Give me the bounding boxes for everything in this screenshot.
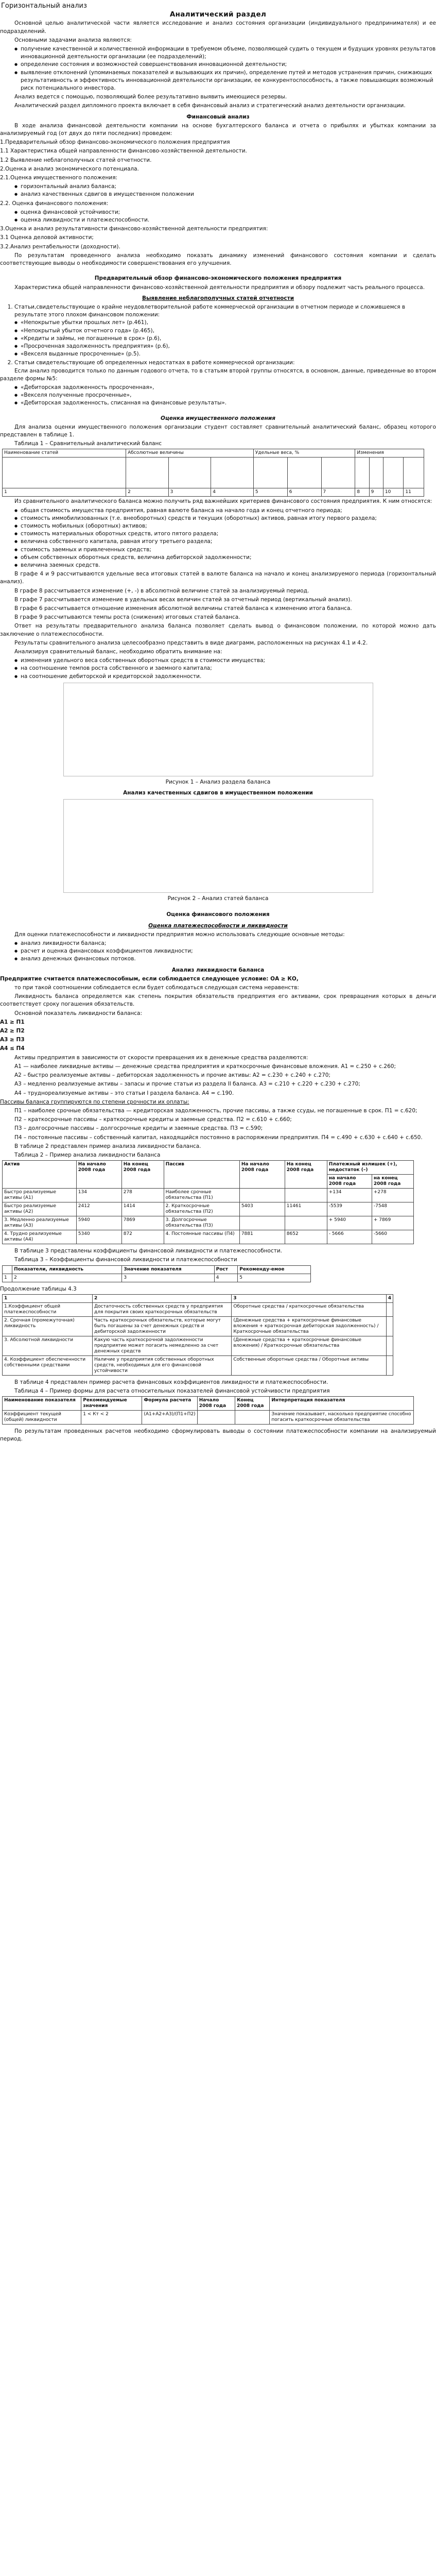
comparative-balance-table: Наименование статей Абсолютные величины Удельные веса, % Изменения 1 2 3 4 5 6 7 8 9 10 11 xyxy=(2,449,424,497)
table-header-cell: Показатели, ликвидность xyxy=(12,1265,122,1274)
figure-placeholder xyxy=(63,683,373,776)
table-cell: 2 xyxy=(12,1274,122,1282)
paragraph: то при такой соотношении соблюдается если будет соблюдаться следующая система неравенств: xyxy=(14,985,299,991)
table-cell: 1414 xyxy=(121,1202,164,1216)
list-item: ● определение состояния и возможностей совершенствования инновационной деятельности; xyxy=(14,61,436,69)
table-cell xyxy=(386,1355,393,1375)
table-cell: +134 xyxy=(327,1189,372,1202)
table-cell: Значение показывает, насколько предприятие способно погасить краткосрочные обязательства xyxy=(270,1411,414,1425)
paragraph: А3 – медленно реализуемые активы – запасы и прочие статьи из раздела II баланса. А3 = с.210 + с.220 + с.230 + с.270; xyxy=(14,1081,360,1088)
list-item: ● «Кредиты и займы, не погашенные в срок» (р.6), xyxy=(14,335,436,343)
table-caption: Таблица 2 – Пример анализа ликвидности баланса xyxy=(14,1151,161,1158)
list-item: ● анализ ликвидности баланса; xyxy=(14,940,436,947)
intro-paragraph: Анализ ведется с помощью, позволяющий более результативно выявить имеющиеся резервы. xyxy=(14,94,287,100)
table-cell: 3. Долгосрочные обязательства (П3) xyxy=(164,1216,239,1230)
table-cell xyxy=(285,1216,327,1230)
list-item: ● стоимость заемных и привлеченных средств; xyxy=(14,546,436,554)
table-row xyxy=(3,1202,414,1216)
paragraph: Ответ на результаты предварительного анализа баланса позволяет сделать вывод о финансовом положении, по которой можно дать заключение о платежеспособности. xyxy=(0,623,436,637)
table-cell: 2412 xyxy=(76,1202,121,1216)
table-header-cell: Абсолютные величины xyxy=(126,449,254,457)
table-header-cell: Формула расчета xyxy=(142,1397,197,1411)
table-header-cell: Актив xyxy=(3,1161,77,1189)
list-item: ● «Векселя полученные просроченные», xyxy=(14,392,436,399)
table-header-cell: Интерпретация показателя xyxy=(270,1397,414,1411)
list-item: 1.Предварительный обзор финансово-экономического положения предприятия xyxy=(0,139,230,146)
list-item: ● оценка финансовой устойчивости; xyxy=(14,209,436,216)
table-caption: Таблица 3 – Коэффициенты финансовой ликвидности и платежеспособности xyxy=(14,1257,237,1263)
bullet-list xyxy=(0,384,436,408)
table-cell: -5660 xyxy=(372,1230,413,1244)
bullet-list xyxy=(0,319,436,358)
table-cell: Быстро реализуемые активы (А2) xyxy=(3,1202,77,1216)
paragraph: В графе 8 рассчитывается изменение (+, -) в абсолютной величине статей за анализируемый период. xyxy=(14,587,309,594)
table-header-cell: 3 xyxy=(232,1294,386,1302)
list-item: 2.2. Оценка финансового положения: xyxy=(0,200,109,207)
table-cell: Часть краткосрочных обязательств, которые могут быть погашены за счет денежных средств и дебиторской задолженности xyxy=(93,1316,232,1336)
table-header-cell: Платежный излишек (+), недостаток (–) xyxy=(327,1161,413,1175)
list-item: 1.2 Выявление неблагополучных статей отчетности. xyxy=(0,157,152,163)
bullet-list xyxy=(0,209,436,224)
table-cell: Собственные оборотные средства / Оборотные активы xyxy=(232,1355,386,1375)
table-cell: 3. Абсолютной ликвидности xyxy=(3,1336,93,1355)
table-row xyxy=(3,1336,393,1355)
table-header-cell: Пассив xyxy=(164,1161,239,1189)
table-caption: Таблица 4 – Пример формы для расчета относительных показателей финансовой устойчивости предприятия xyxy=(14,1387,330,1394)
table-cell: 3. Медленно реализуемые активы (А3) xyxy=(3,1216,77,1230)
table-cell: (Денежные средства + краткосрочные финансовые вложения) / Краткосрочные обязательства xyxy=(232,1336,386,1355)
table-caption: Продолжение таблицы 4.3 xyxy=(0,1285,77,1292)
table-cell xyxy=(285,1189,327,1202)
subsection-heading: Выявление неблагополучных статей отчетности xyxy=(142,295,294,301)
list-item: 3.1 Оценка деловой активности; xyxy=(0,234,94,241)
paragraph: В графе 9 рассчитываются темпы роста (снижения) итоговых статей баланса. xyxy=(14,614,240,621)
list-item: ● горизонтальный анализ баланса; xyxy=(14,183,436,191)
paragraph: А4 – труднореализуемые активы – это статьи I раздела баланса. А4 = с.190. xyxy=(14,1090,234,1096)
paragraph: П2 – краткосрочные пассивы – краткосрочные кредиты и заемные средства. П2 = с.610 + с.660; xyxy=(14,1116,292,1123)
table-cell: -5539 xyxy=(327,1202,372,1216)
table-cell: Какую часть краткосрочной задолженности предприятие может погасить немедленно за счет денежных средств xyxy=(93,1336,232,1355)
list-item: 2.Оценка и анализ экономического потенциала. xyxy=(0,165,139,172)
paragraph: Предприятие считается платежеспособным, если соблюдается следующее условие: ОА ≥ КО, xyxy=(0,975,299,982)
doc-title: Аналитический раздел xyxy=(169,10,267,19)
table-header-cell: Рекомендуемые значения xyxy=(81,1397,142,1411)
table-header-cell: 4 xyxy=(386,1294,393,1302)
paragraph: П4 – постоянные пассивы – собственный капитал, находящийся постоянно в распоряжении предприятия. П4 = с.490 + с.630 + с.640 + с.650. xyxy=(14,1134,423,1141)
table-cell: 3 xyxy=(122,1274,214,1282)
table-cell: 1 xyxy=(3,1274,12,1282)
table-cell: 8652 xyxy=(285,1230,327,1244)
table-cell: 1 < Кт < 2 xyxy=(81,1411,142,1425)
formula-line: А3 ≥ П3 xyxy=(0,1037,25,1043)
section-heading: Оценка имущественного положения xyxy=(161,415,275,421)
table-row xyxy=(3,1302,393,1316)
coefficients-table xyxy=(2,1265,311,1282)
table-cell: +278 xyxy=(372,1189,413,1202)
table-header-cell: Конец 2008 года xyxy=(235,1397,270,1411)
paragraph: В графе 6 рассчитывается отношение изменения абсолютной величины статей баланса к изменению итога баланса. xyxy=(14,605,352,612)
list-item: ● оценка ликвидности и платежеспособности. xyxy=(14,216,436,224)
table-cell xyxy=(239,1216,285,1230)
table-cell: Коэффициент текущей (общей) ликвидности xyxy=(3,1411,81,1425)
bullet-list xyxy=(0,657,436,681)
table-header-cell: Наименование показателя xyxy=(3,1397,81,1411)
intro-paragraph: Основными задачами анализа являются: xyxy=(14,37,132,43)
numbered-list xyxy=(0,359,436,367)
table-header-cell: На начало 2008 года xyxy=(239,1161,285,1189)
table-header-cell: На конец 2008 года xyxy=(121,1161,164,1189)
list-item: 1.1 Характеристика общей направленности финансово-хозяйственной деятельности. xyxy=(0,148,247,155)
paragraph: Пассивы баланса группируются по степени срочности их оплаты: xyxy=(0,1098,189,1105)
paragraph: В ходе анализа финансовой деятельности компании на основе бухгалтерского баланса и отчета о прибылях и убытках компании за анализируемый год (от двух до пяти последних) проведем: xyxy=(0,122,436,137)
paragraph: Характеристика общей направленности финансово-хозяйственной деятельности предприятия и обзору подлежит часть реального процесса. xyxy=(14,284,425,291)
table-caption: Таблица 1 – Сравнительный аналитический баланс xyxy=(14,440,162,447)
table-cell: Наличие у предприятия собственных оборотных средств, необходимых для его финансовой устойчивости xyxy=(93,1355,232,1375)
figure-placeholder xyxy=(63,799,373,893)
table-header-cell: Начало 2008 года xyxy=(197,1397,235,1411)
table-cell: 4 xyxy=(214,1274,238,1282)
list-item: ● расчет и оценка финансовых коэффициентов ликвидности; xyxy=(14,947,436,955)
list-item: 3.2.Анализ рентабельности (доходности). xyxy=(0,243,120,250)
paragraph: В таблице 3 представлены коэффициенты финансовой ликвидности и платежеспособности. xyxy=(14,1248,283,1255)
bullet-list xyxy=(0,940,436,963)
table-header-cell: Рост xyxy=(214,1265,238,1274)
list-item: ● «Непокрытый убыток отчетного года» (р.465), xyxy=(14,327,436,335)
table-row xyxy=(3,1216,414,1230)
formula-line: А2 ≥ П2 xyxy=(0,1028,25,1035)
list-item: 2.1.Оценка имущественного положения: xyxy=(0,175,118,181)
list-item: ● стоимость мобильных (оборотных) активов; xyxy=(14,522,436,530)
paragraph: Если анализ проводится только по данным годового отчета, то в статьям второй группы относятся, в основном, данные, приведенные во втором разделе формы №5: xyxy=(0,367,436,382)
table-header-cell: На начало 2008 года xyxy=(76,1161,121,1189)
paragraph: Для оценки платежеспособности и ликвидности предприятия можно использовать следующие основные методы: xyxy=(14,931,345,938)
table-cell: (А1+А2+А3)/(П1+П2) xyxy=(142,1411,197,1425)
table-header-cell xyxy=(3,1265,12,1274)
list-item: ● выявление отклонений (упоминаемых показателей и вызывающих их причин), определение путей и методов устранения причин, снижающих результативность и эффективность инновационной деятельности организации, ее конкурентоспособность, а также повышающих возможный риск потенциального инвестора. xyxy=(14,69,436,93)
intro-paragraph: Аналитический раздел дипломного проекта включает в себя финансовый анализ и стратегический анализ деятельности организации. xyxy=(14,103,406,109)
paragraph: Активы предприятия в зависимости от скорости превращения их в денежные средства разделяются: xyxy=(14,1054,308,1061)
section-heading: Финансовый анализ xyxy=(186,113,250,120)
table-row xyxy=(3,1316,393,1336)
bullet-list xyxy=(0,507,436,570)
table-header-cell: Удельные веса, % xyxy=(253,449,355,457)
table-cell: 5 xyxy=(238,1274,311,1282)
list-item: ● общая стоимость имущества предприятия, равная валюте баланса на начало года и конец отчетного периода; xyxy=(14,507,436,515)
list-item: ● изменения удельного веса собственных оборотных средств в стоимости имущества; xyxy=(14,657,436,665)
subsection-heading: Оценка платежеспособности и ликвидности xyxy=(148,922,288,929)
table-cell: -7548 xyxy=(372,1202,413,1216)
table-cell: 7869 xyxy=(121,1216,164,1230)
table-cell: 134 xyxy=(76,1189,121,1202)
list-item: ● «Дебиторская задолженность, списанная на финансовые результаты». xyxy=(14,399,436,407)
intro-bullets xyxy=(0,45,436,92)
table-cell: 5403 xyxy=(239,1202,285,1216)
paragraph: Результаты сравнительного анализа целесообразно представить в виде диаграмм, расположенных на рисунках 4.1 и 4.2. xyxy=(14,639,368,646)
table-cell: Достаточность собственных средств у предприятия для покрытия своих краткосрочных обязательств xyxy=(93,1302,232,1316)
section-heading: Анализ качественных сдвигов в имущественном положении xyxy=(123,790,313,796)
list-item: ● стоимость иммобилизованных (т.е. внеоборотных) средств и текущих (оборотных) активов, равная итогу первого раздела; xyxy=(14,515,436,522)
list-item: ● на соотношение дебиторской и кредиторской задолженности. xyxy=(14,673,436,681)
formula-line: А1 ≥ П1 xyxy=(0,1019,25,1025)
table-header-cell: На конец 2008 года xyxy=(285,1161,327,1189)
table-cell: + 5940 xyxy=(327,1216,372,1230)
list-item: ● «Непокрытые убытки прошлых лет» (р.461), xyxy=(14,319,436,327)
list-item: 2. Статьи свидетельствующие об определенных недостатках в работе коммерческой организации: xyxy=(14,359,436,367)
intro-paragraph: Основной целью аналитической части является исследование и анализ состояния организации (индивидуального предпринимателя) и ее подразделений. xyxy=(0,20,436,35)
table-row xyxy=(3,1411,414,1425)
list-item: ● «Дебиторская задолженность просроченная», xyxy=(14,384,436,392)
table-header-cell: Значение показателя xyxy=(122,1265,214,1274)
table-cell: 5940 xyxy=(76,1216,121,1230)
coefficients-table-cont xyxy=(2,1294,393,1376)
table-row xyxy=(3,1189,414,1202)
table-cell xyxy=(239,1189,285,1202)
liquidity-table xyxy=(2,1160,414,1244)
table-header-cell: Рекоменду-емое xyxy=(238,1265,311,1274)
paragraph: П3 – долгосрочные пассивы – долгосрочные кредиты и заемные средства. П3 = с.590; xyxy=(14,1125,263,1132)
formula-line: А4 ≤ П4 xyxy=(0,1045,25,1052)
paragraph: По результатам проведенных расчетов необходимо сформулировать выводы о состоянии платежеспособности компании на анализируемый период. xyxy=(0,1428,436,1443)
table-cell: 5340 xyxy=(76,1230,121,1244)
list-item: 1. Статьи,свидетельствующие о крайне неудовлетворительной работе коммерческой организации в отчетном периоде и сложившемся в результате этого плохом финансовом положении: xyxy=(14,303,436,319)
table-header-cell: 1 xyxy=(3,1294,93,1302)
table-cell: Наиболее срочные обязательства (П1) xyxy=(164,1189,239,1202)
table-row xyxy=(3,1230,414,1244)
table-cell: 2. Срочная (промежуточная) ликвидность xyxy=(3,1316,93,1336)
table-header-cell: на конец 2008 года xyxy=(372,1175,413,1189)
section-heading: Анализ ликвидности баланса xyxy=(171,967,265,973)
table-cell: Оборотные средства / краткосрочные обязательства xyxy=(232,1302,386,1316)
paragraph: Из сравнительного аналитического баланса можно получить ряд важнейших критериев финансового состояния предприятия. К ним относятся: xyxy=(14,498,432,505)
table-header-cell: Изменения xyxy=(355,449,424,457)
list-item: ● объем собственных оборотных средств, величина дебиторской задолженности; xyxy=(14,554,436,562)
section-heading: Оценка финансового положения xyxy=(166,911,270,918)
table-header-cell: на начало 2008 года xyxy=(327,1175,372,1189)
list-item: ● «Просроченная задолженность предприятия» (р.6), xyxy=(14,343,436,350)
paragraph: П1 – наиболее срочные обязательства — кредиторская задолженность, прочие пассивы, а также ссуды, не погашенные в срок. П1 = с.620; xyxy=(14,1107,417,1114)
table-cell xyxy=(386,1316,393,1336)
table-cell: (Денежные средства + краткосрочные финансовые вложения + краткосрочная дебиторская задолженность) / Краткосрочные обязательства xyxy=(232,1316,386,1336)
table-cell: 11461 xyxy=(285,1202,327,1216)
table-cell xyxy=(197,1411,235,1425)
paragraph: Ликвидность баланса определяется как степень покрытия обязательств предприятия его активами, срок превращения которых в деньги соответствует сроку погашения обязательств. xyxy=(0,993,436,1008)
numbered-list xyxy=(0,303,436,319)
paragraph: В графе 4 и 9 рассчитываются удельные веса итоговых статей в валюте баланса на начало и конец анализируемого периода (горизонтальный анализ). xyxy=(0,571,436,585)
table-cell: 7881 xyxy=(239,1230,285,1244)
table-cell: - 5666 xyxy=(327,1230,372,1244)
bullet-list xyxy=(0,183,436,198)
table-cell: Быстро реализуемые активы (А1) xyxy=(3,1189,77,1202)
list-item: ● величина собственного капитала, равная итогу третьего раздела; xyxy=(14,538,436,546)
table-row xyxy=(3,1355,393,1375)
table-cell: 4. Коэффициент обеспеченности собственными средствами xyxy=(3,1355,93,1375)
table-header-cell: Наименование статей xyxy=(3,449,126,457)
table-cell xyxy=(386,1302,393,1316)
paragraph: Для анализа оценки имущественного положения организации студент составляет сравнительный аналитический баланс, образец которого представлен в таблице 1. xyxy=(0,423,436,438)
list-item: ● «Векселя выданные просроченные» (р.5). xyxy=(14,350,436,358)
list-item: ● величина заемных средств. xyxy=(14,562,436,569)
page-title: Горизонтальный анализ xyxy=(1,2,87,10)
list-item: 3.Оценка и анализ результативности финансово-хозяйственной деятельности предприятия: xyxy=(0,226,268,232)
paragraph: А1 — наиболее ликвидные активы — денежные средства предприятия и краткосрочные финансовые вложения. А1 = с.250 + с.260; xyxy=(14,1063,396,1070)
paragraph: В таблице 2 представлен пример анализа ликвидности баланса. xyxy=(14,1143,201,1149)
table-cell: 4. Трудно реализуемые активы (А4) xyxy=(3,1230,77,1244)
list-item: ● получение качественной и количественной информации в требуемом объеме, позволяющей судить о текущем и будущих уровнях результатов инновационной деятельности организации (ее подразделений); xyxy=(14,45,436,61)
paragraph: В таблице 4 представлен пример расчета финансовых коэффициентов ликвидности и платежеспособности. xyxy=(14,1379,328,1385)
paragraph: В графе 7 рассчитывается изменение в удельных весах величин статей за отчетный период (вертикальный анализ). xyxy=(14,596,352,603)
figure-caption: Рисунок 1 – Анализ раздела баланса xyxy=(165,778,271,785)
table-header-cell: 2 xyxy=(93,1294,232,1302)
table-cell: 278 xyxy=(121,1189,164,1202)
figure-caption: Рисунок 2 – Анализ статей баланса xyxy=(167,895,269,902)
list-item: ● стоимость материальных оборотных средств, итого пятого раздела; xyxy=(14,530,436,538)
table-cell: 2. Краткосрочные обязательства (П2) xyxy=(164,1202,239,1216)
section-heading: Предварительный обзор финансово-экономического положения предприятия xyxy=(94,275,342,282)
table-cell: 1.Коэффициент общей платежеспособности xyxy=(3,1302,93,1316)
table-cell: 872 xyxy=(121,1230,164,1244)
list-item: ● анализ качественных сдвигов в имущественном положении xyxy=(14,191,436,198)
paragraph: По результатам проведенного анализа необходимо показать динамику изменений финансового состояния компании и сделать соответствующие выводы о необходимости совершенствования его улучшения. xyxy=(0,252,436,267)
paragraph: Анализируя сравнительный баланс, необходимо обратить внимание на: xyxy=(14,649,222,655)
list-item: ● на соотношение темпов роста собственного и заемного капитала; xyxy=(14,665,436,672)
paragraph: Основной показатель ликвидности баланса: xyxy=(14,1010,143,1016)
stability-table xyxy=(2,1396,414,1425)
table-cell: 4. Постоянные пассивы (П4) xyxy=(164,1230,239,1244)
table-cell xyxy=(386,1336,393,1355)
list-item: ● анализ денежных финансовых потоков. xyxy=(14,955,436,963)
table-cell xyxy=(235,1411,270,1425)
table-cell: + 7869 xyxy=(372,1216,413,1230)
paragraph: А2 – быстро реализуемые активы – дебиторская задолженность и прочие активы: А2 = с.230 + с.240 + с.270; xyxy=(14,1072,330,1079)
